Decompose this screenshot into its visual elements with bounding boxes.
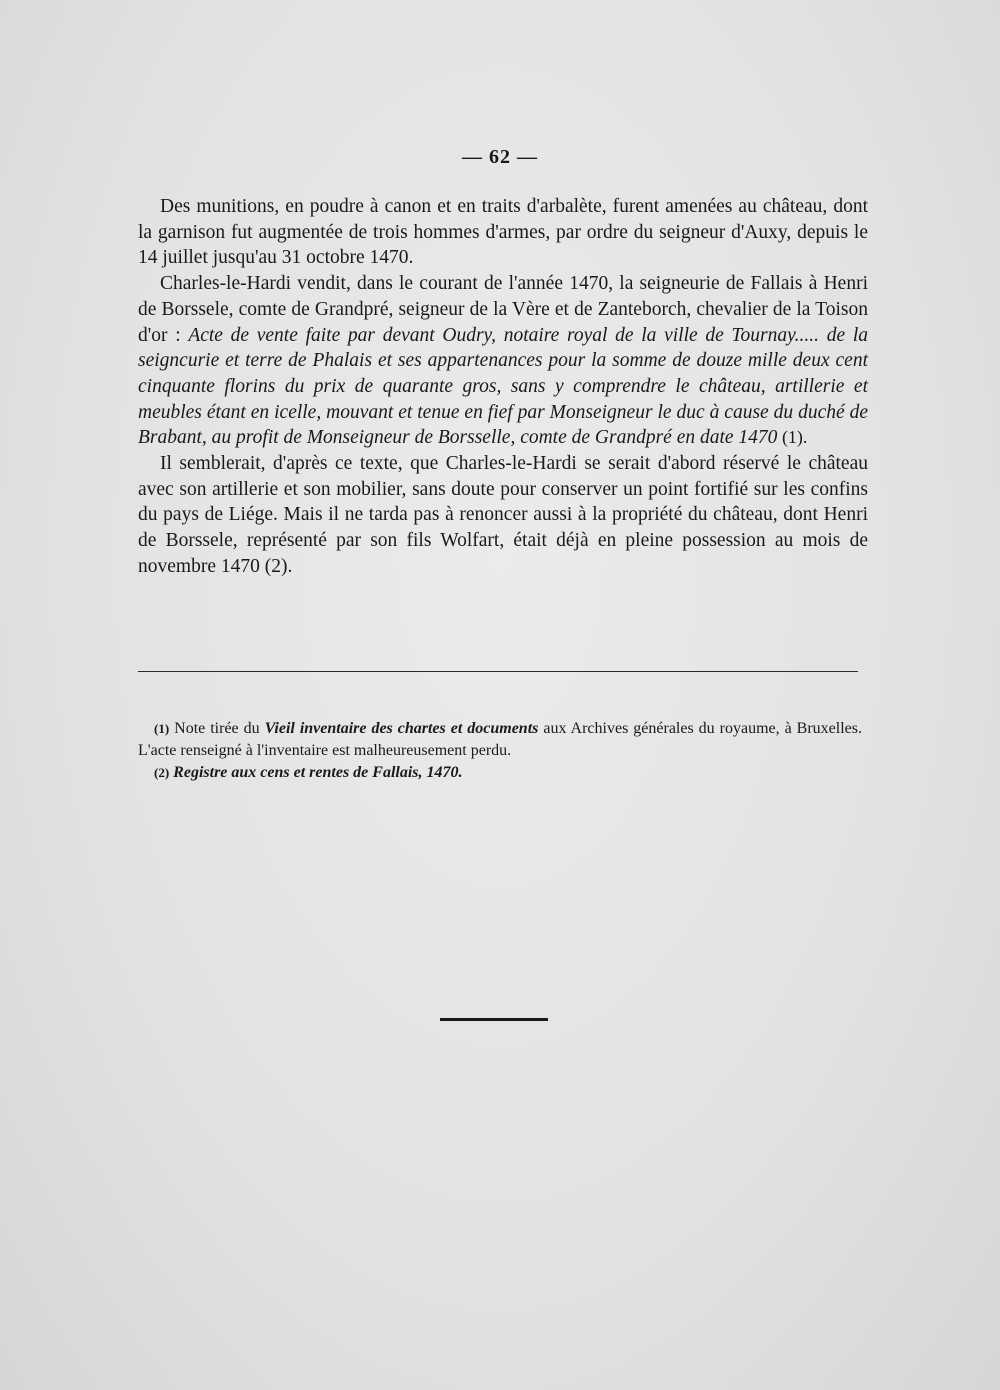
footnote-2-title: Registre aux cens et rentes de Fallais, 1470. bbox=[169, 764, 463, 781]
paragraph-2-quote: Acte de vente faite par devant Oudry, notaire royal de la ville de Tournay..... de la seigncurie et terre de Phalais et ses appartenances pour la somme de douze mille deux cent cinquante florins du prix de quarante gros, sans y comprendre le château, artillerie et meubles étant en icelle, mouvant et tenue en fief par Monseigneur le duc à cause du duché de Brabant, au profit de Monseigneur de Borsselle, comte de Grandpré en date 1470 bbox=[138, 324, 868, 449]
footnote-1-text-b: aux Archives générales du royaume, à Bruxelles. L'acte renseigné à l'inventaire est malheureusement perdu. bbox=[138, 720, 862, 759]
end-rule bbox=[440, 1018, 548, 1021]
paragraph-3: Il semblerait, d'après ce texte, que Charles-le-Hardi se serait d'abord réservé le château avec son artillerie et son mobilier, sans doute pour conserver un point fortifié sur les confins du pays de Liége. Mais il ne tarda pas à renoncer aussi à la propriété du château, dont Henri de Borssele, représenté par son fils Wolfart, était déjà en pleine possession au mois de novembre 1470 (2). bbox=[138, 453, 868, 577]
footnote-1 bbox=[138, 718, 862, 762]
footnote-1-number: (1) bbox=[154, 721, 170, 736]
paragraph-2-plain: Charles-le-Hardi vendit, dans le courant de l'année 1470, la seigneurie de Fallais à Henri de Borssele, comte de Grandpré, seigneur de la Vère et de Zanteborch, chevalier de la Toison d'or : bbox=[138, 273, 868, 346]
page-number: — 62 — bbox=[462, 146, 538, 168]
paragraph-1: Des munitions, en poudre à canon et en traits d'arbalète, furent amenées au château, dont la garnison fut augmentée de trois hommes d'armes, par ordre du seigneur d'Auxy, depuis le 14 juillet jusqu'au 31 octobre 1470. bbox=[138, 196, 868, 269]
footnote-1-title: Vieil inventaire des chartes et documents bbox=[264, 720, 539, 737]
paragraph-2 bbox=[138, 271, 868, 451]
footnote-2 bbox=[138, 762, 862, 784]
footnote-ref-1: (1). bbox=[777, 427, 808, 448]
footnotes bbox=[138, 718, 862, 784]
footnote-2-number: (2) bbox=[154, 765, 170, 780]
footnote-1-text-a: Note tirée du bbox=[169, 720, 265, 737]
footnote-separator bbox=[138, 671, 858, 672]
main-text bbox=[138, 194, 868, 580]
